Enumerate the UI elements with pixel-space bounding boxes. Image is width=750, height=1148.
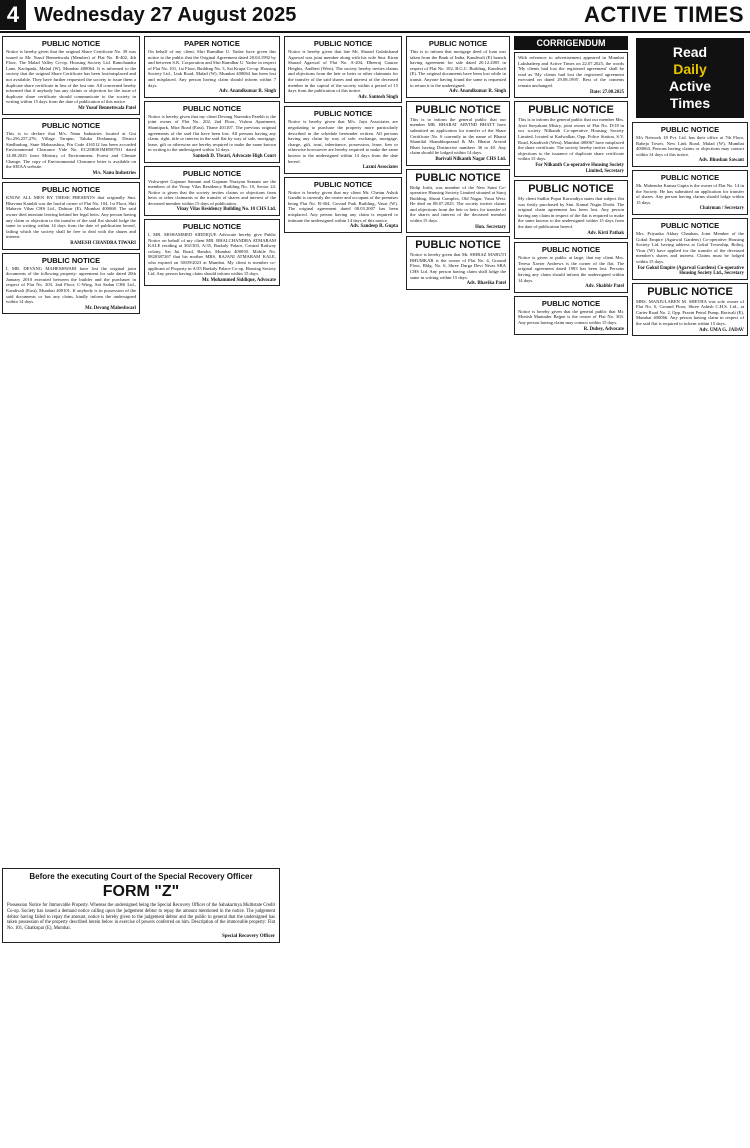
notice-signature: Adv. Sandeep R. Gupta [349, 224, 398, 230]
notice-signature: M/s. Nanu Industries [92, 170, 136, 176]
notice-environment-clearance [2, 118, 140, 180]
column-1 [2, 36, 140, 1144]
notice-heading: PAPER NOTICE [184, 39, 240, 48]
notice-heading: PUBLIC NOTICE [41, 120, 101, 130]
column-6 [632, 36, 748, 1144]
notice-body: KNOW ALL MEN BY THESE PRESENTS that originally Smt. Bhavana Kambli was the lawful owner of Flat No. 104, 1st Floor, Shri Mahavir Vihar CHS Ltd., Dahisar (E), Mumbai 400068. The said owner died intestate leaving behind her legal heirs. Any person having any claim or objection to the transfer of the said flat should lodge the same in writing within 14 days from the date of publication hereof, failing which the society shall be free to deal with the shares and interest. [6, 195, 136, 240]
notice-lost-agreement [144, 101, 280, 163]
promo-line: Active [668, 78, 712, 94]
notice-body: With reference to advertisement appeared in Mumbai Lakshadeep and Active Times on 22.07.2025, the words 'My clients had lost the registered agreement' shall be read as 'My clients had lost the registered agreement executed on dated 29.08.1995'. Rest of the contents remain unchanged. [518, 55, 624, 88]
notice-heading: PUBLIC NOTICE [660, 125, 720, 134]
notice-body: My client Sudhir Popat Karwadiya states that subject flat was firstly purchased by Smt. Kamal Nagin Doshi. The original chain agreement has been lost. Any person having any claim in respect of the flat is required to make the same known to the undersigned within 15 days from the date of publication hereof. [518, 196, 625, 230]
notice-signature: Mr Yusuf Bennettwala Patel [78, 105, 136, 111]
notice-heading: PUBLIC NOTICE [41, 39, 101, 48]
notice-signature: Adv. Kirti Pathak [587, 230, 624, 236]
notice-body: I, MR. MOHAMMED SIDDIQUE Advocate hereby give Public Notice on behalf of my client MR. BHALCHANDRA ATMARAM KALE residing at 302/303, A/35, Barkaly Palace, Central Railway colony, Sai Jui Road, Bandra, Mumbai 400050. Mobile No. 9820387267 that his mother MRS. RAJANI ATMARAM KALE, who expired on 30/09/2023 at Mumbai. My client is member co-applicant of Property in A/35 Barkaly Palace Co-op. Housing Society Ltd. Any person having claim should inform within 15 days. [148, 232, 276, 277]
notice-body: This is to inform the general public that our member Mrs. Jyoti Suryakant Mistry, joint owner of Flat No. D/18 in our society Nilkanth Co-operative Housing Society Limited, located at Kadwalkar, Opp. Police Station, S.V. Road, Kandivali (West), Mumbai 400067 have misplaced the share certificate. The society hereby invites claims or objections to the issuance of duplicate share certificate within 15 days. [518, 117, 625, 162]
notice-heading: PUBLIC NOTICE [541, 245, 601, 255]
notice-body: Notice is hereby given that the general public that Mr. Monish Maninder Bajpai is the owner of Flat No. 303. Any person having claim may contact within 15 days. [518, 308, 624, 325]
notice-signature: RAMESH CHANDRA TIWARI [70, 241, 136, 247]
notice-body: Notice is hereby given that the original Share Certificate No. 39 was issued to Mr. Yusuf Bennettwala (Member) of Flat No. B-402, 4th Floor, The Malad Valley Co-op. Housing Society Ltd. Ramchandra Lane, Kachpada, Malad (W), Mumbai 400064. It is informed to the society that the original Share Certificate has been lost/misplaced and not available. They have further requested the society to issue them a duplicate share certificate in lieu of the lost one. All concerned hereby informed that if anybody has any claims or objection for the issue of duplicate share certificate should communicate to the society in writing within 15 days from the date of publication of this notice. [6, 49, 136, 105]
notice-paper [144, 36, 280, 98]
notice-body: I, MR. DEVANG MAHESHWARI have lost the original joint documents of the following property: agreement for sale dated 20th January 2010 executed between the builder and the purchaser in respect of Flat No. 203, 2nd Floor, C-Wing, Sai Sadan CHS Ltd., Kandivali (East), Mumbai 400101. If anybody is in possession of the said documents or has any claim, kindly inform the undersigned within 14 days. [6, 265, 136, 305]
notice-purchase [284, 106, 402, 173]
notice-signature: Adv. Shabbir Patel [585, 284, 624, 290]
notice-heading: PUBLIC NOTICE [415, 103, 501, 116]
notice-advocate [144, 219, 280, 286]
notice-body: This is to inform the general public that our member MR. BHARAT ARVIND BHATT have submitted an application for transfer of the Share Certificate No. 6 currently in the name of Bharat Shantilal Shambhuprasad & Mr. Bharat Arvind Bhatt having Distinctive numbers 36 to 40. Any claim should be lodged within 14 days. [410, 116, 506, 156]
notice-mortgage [406, 36, 510, 98]
notice-heading: PUBLIC NOTICE [41, 185, 101, 195]
notice-heading: PUBLIC NOTICE [647, 285, 733, 298]
notice-body: This is to inform that mortgage deed of loan was taken from the Bank of India, Kandivali (E) branch having agreement for sale dated 20.12.2005 in respect of Flat No. 102, B.G.C. Building, Kandivali (E). The original documents have been lost while in transit. Anyone having found the same is requested to return it to the undersigned. [410, 49, 506, 88]
notice-body: On behalf of my client, Shri Ramdhar U. Yadav have given this notice to the public that the Original Agreement dated 20.04.1992 by and between S.K. Corporation and Shri Ramdhar U. Yadav in respect of Flat No. 101, 1st Floor, Building No. 3, Sai Krupa Co-op. Housing Society Ltd., Link Road, Malad (W), Mumbai 400064 has been lost and misplaced. Any person having claim should inform within 7 days. [148, 49, 276, 88]
notice-body: Notice is hereby given that late Mr. Sharad Gulabchand Agarwal was joint member along with his wife Smt. Kiran Sharad Agarwal of Flat No. A-204, Dheeraj Gaurav Heights, Andheri (West). The society hereby invites claims and objections from the heir or heirs or other claimants for the transfer of the said shares and interest of the deceased member in the capital of the society within a period of 15 days from the publication of this notice. [288, 49, 398, 94]
notice-heading: PUBLIC NOTICE [182, 222, 242, 232]
notice-signature: Adv. UMA G. JADAV [699, 327, 744, 333]
newspaper-title: ACTIVE TIMES [583, 2, 744, 27]
notice-signature: Date: 27.08.2025 [590, 89, 624, 95]
notice-signature: Adv. Anandkumar R. Singh [449, 89, 506, 95]
notice-corrigendum [514, 52, 628, 98]
notice-duplicate-share [514, 101, 628, 177]
notice-body: M/s Network 18 Pvt. Ltd. has their office at 7th Floor, Raheja Tower, New Link Road, Malad (W), Mumbai 400064. Persons having claims or objections may contact within 14 days of this notice. [636, 135, 744, 157]
notice-heading: PUBLIC NOTICE [41, 255, 101, 265]
notice-body: Notice is hereby given that my client Mr. Chetan Ashok Gandhi is currently the owner and occupant of the premises being Flat No. B-304, Govind Park Building, Vasai (W). The original agreement dated 08.03.2007 has been misplaced. Any person having any claim is required to intimate the undersigned within 14 days of this notice. [288, 189, 398, 223]
notice-signature: Hon. Secretary [475, 224, 506, 230]
notice-heading: PUBLIC NOTICE [415, 239, 501, 252]
notice-society-transfer [144, 166, 280, 217]
column-3 [284, 36, 402, 1144]
recovery-heading: Before the executing Court of the Special Recovery Officer [29, 872, 253, 881]
column-2 [144, 36, 280, 1144]
promo-line: Daily [673, 61, 707, 77]
notice-lost-documents [2, 253, 140, 315]
notice-body: Mrs. Priyanka Akhay Chauhan, Joint Member of the Gokul Empire (Agarwal Gardens) Co-operative Housing Society Ltd. having address at Gokul Township, Bolinj, Virar (W) have applied for the transfer of the deceased member's shares and interest. Claims must be lodged within 15 days. [636, 230, 744, 264]
notice-heading: PUBLIC NOTICE [182, 168, 242, 178]
masthead-rule [0, 31, 750, 33]
notice-body: Notice is given to public at large, that my client Mrs. Teresa Xavier Andrews is the owner of the flat. The original agreement dated 1983 has been lost. Persons having any claim should inform the undersigned within 14 days. [518, 255, 624, 283]
column-4 [406, 36, 510, 1144]
notice-signature: For Nilkanth Co-operative Housing Society Limited, Secretary [535, 162, 624, 174]
masthead [0, 0, 750, 30]
notice-heading: PUBLIC NOTICE [541, 298, 601, 308]
notice-signature: Santosh D. Tiwari, Advocate High Court [192, 153, 276, 159]
corrigendum-heading: CORRIGENDUM [514, 36, 628, 50]
notice-transfer [632, 170, 748, 215]
notice-body: MRS. MANJULABEN M. SHETHA was sole owner of Flat No. 6, Ground Floor, Shree Ashish C.H.S. Ltd., at Carter Road No. 2, Opp. Pravin Petrol Pump, Borivali (E), Mumbai 400066. Any person having claim in respect of the said flat is required to inform within 15 days. [636, 298, 744, 327]
notice-body: This is to declare that M/s. Nanu Industries located at Gut No.256,257,276, Village Tarapur, Taluka Dodamarg, District Sindhudurg, State Maharashtra, Pin Code 416512 has been accorded Environmental Clearance Vide No. EC25B001MH587931 dated 14.08.2025 from Ministry of Environment, Forest and Climate Change. The copy of Environmental Clearance letter is available on the SEIAA website. [6, 130, 136, 170]
notice-share-certificate [2, 36, 140, 115]
notice-heading: PUBLIC NOTICE [313, 179, 373, 189]
notice-signature: For Gokul Empire (Agarwal Gardens) Co-operative Housing Society Ltd., Secretary [637, 265, 744, 277]
notice-signature: Laxmi Associates [362, 165, 398, 171]
notice-heading: PUBLIC NOTICE [428, 39, 488, 48]
notice-heading: PUBLIC NOTICE [660, 220, 720, 230]
promo-line: Read [672, 44, 708, 60]
notice-heading: PUBLIC NOTICE [182, 103, 242, 113]
recovery-form-title: FORM "Z" [102, 883, 180, 900]
promo-box [636, 38, 744, 118]
notice-body: Mr. Mahendra Kumar Gupta is the owner of Flat No. 14 in the Society. He has submitted an application for transfer of shares. Any person having claims should lodge within 15 days. [636, 182, 744, 205]
notice-flat-owner [406, 236, 510, 290]
notice-body: Ridip Joshi, was member of the New Saint Co-operative Housing Society Limited situated at Saroj Building, Shruti Complex, Old Nagar, Vasai West. He died on 08.07.2025. The society invites claims and objections from the heir or heirs for transfer of the shares and interest of the deceased member within 15 days. [410, 184, 506, 224]
notice-signature: Vinay Vilas Residency Building No. 10 CHS Ltd. [176, 207, 276, 213]
notice-body: Notice is hereby given that Mr. SHIRAZ MARUTI BHUMKAR is the owner of Flat No. 4, Ground Floor, Bldg. No. 6, Shree Durga Devi Nivas SRA CHS Ltd. Any person having claim shall lodge the same in writing within 15 days. [410, 252, 506, 280]
recovery-signature: Special Recovery Officer [221, 933, 275, 939]
notice-signature: Adv. Bhushan Sawant [698, 158, 744, 164]
notice-owner-claim [284, 177, 402, 233]
notice-owner [514, 296, 628, 335]
notice-share-transfer [406, 101, 510, 166]
notice-heading: PUBLIC NOTICE [660, 172, 720, 182]
page-number: 4 [0, 0, 26, 30]
column-5 [514, 36, 628, 1144]
notice-lost-agreement-2 [514, 242, 628, 293]
notice-gokul-empire [632, 218, 748, 280]
notice-signature: Mr. Mohammed Siddique, Advocate [201, 277, 276, 283]
notice-company [632, 122, 748, 167]
recovery-body: Possession Notice for Immovable Property. Whereas the undersigned being the Special Recovery Officer of the Sahakarmya Multistate Credit Co-op. Society has issued a demand notice calling upon the judgement debtor to repay the amount mentioned in the notice. The judgement debtor having failed to repay the amount, notice is hereby given to the judgement debtor and the public in general that the undersigned has taken possession of the property described herein below in exercise of powers conferred on him. Description of the immovable property: Flat No. 101, Ghatkopar (E), Mumbai. [7, 903, 275, 932]
notice-chain-agreement [514, 180, 628, 239]
notice-signature: Adv. Anandkumar R. Singh [219, 89, 276, 95]
notice-signature: Borivali Nilkanth Nagar CHS Ltd. [435, 156, 506, 162]
notice-heading: PUBLIC NOTICE [528, 183, 614, 196]
recovery-possession-notice [2, 868, 280, 943]
notice-signature: Adv. Bhavika Patel [466, 281, 506, 287]
promo-line: Times [669, 95, 711, 111]
notice-joint-member [284, 36, 402, 103]
notice-deceased-member [406, 169, 510, 234]
notice-heading: PUBLIC NOTICE [313, 39, 373, 48]
notice-body: Notice is hereby given that my client Devang Narendra Parekh is the joint owner of Flat No. 202, 2nd Floor, Vishnu Apartment, Shantipark, Mira Road (East), Thane 401107. The previous original agreements of the said flat have been lost. All persons having any claim, right, title or interest in the said flat by way of sale, mortgage, lease, gift or otherwise are hereby required to make the same known in writing to the undersigned within 14 days. [148, 113, 276, 153]
notice-signature: R. Dubey, Advocate [583, 326, 624, 332]
notice-body: Vishwajeet Gajanan Samant and Gajanan Narayan Samant are the members of the Vinay Vilas Residency Building No. 10, Sector 24. Notice is given that the society invites claims or objections from heirs or other claimants to the transfer of shares and interest of the deceased member within 15 days of publication. [148, 178, 276, 206]
notice-signature: Adv. Santosh Singh [358, 94, 398, 100]
notice-flat-claim [2, 182, 140, 249]
notice-heading: PUBLIC NOTICE [528, 104, 614, 117]
notice-body: Notice is hereby given that M/s. Jaya Associates are negotiating to purchase the property more particularly described in the schedule hereunder written. All persons having any claim by way of sale, exchange, mortgage, charge, gift, trust, inheritance, possession, lease, lien or otherwise howsoever are hereby required to make the same known to the undersigned within 14 days from the date hereof. [288, 119, 398, 164]
notice-heading: PUBLIC NOTICE [415, 171, 501, 184]
notice-heading: PUBLIC NOTICE [313, 109, 373, 119]
notice-sole-owner [632, 283, 748, 337]
notice-signature: Mr. Devang Maheshwari [85, 305, 136, 311]
issue-date: Wednesday 27 August 2025 [34, 3, 297, 26]
notice-signature: Chairman / Secretary [699, 206, 744, 212]
